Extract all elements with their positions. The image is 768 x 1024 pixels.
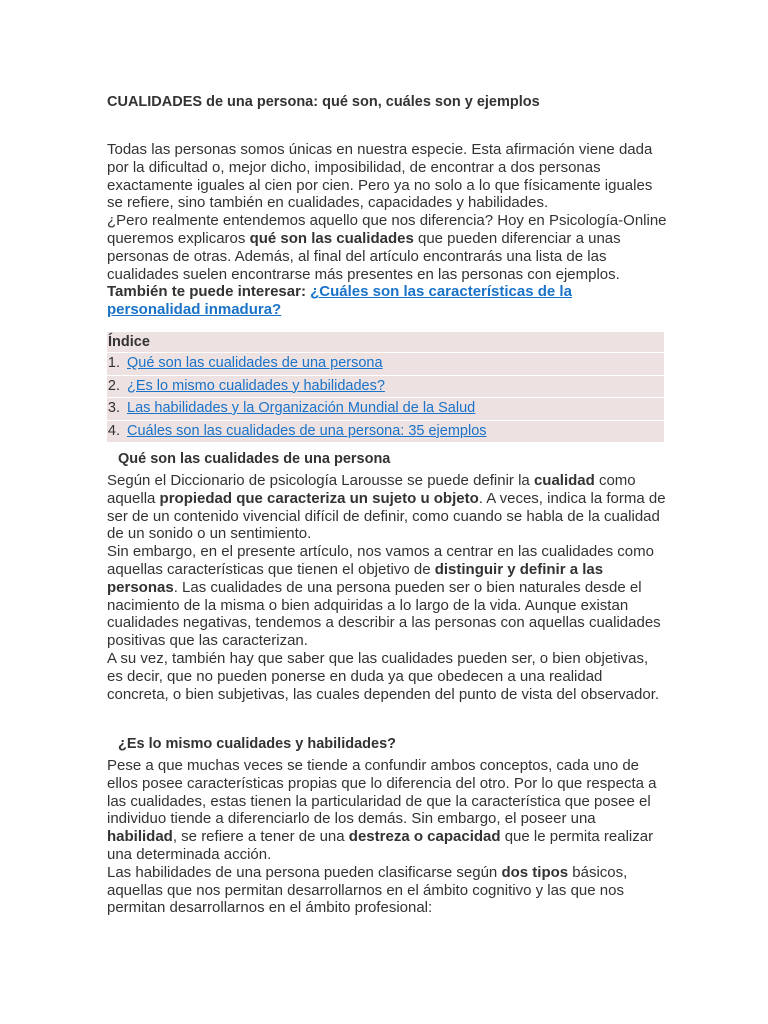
related-article: [107, 283, 667, 319]
page-title: CUALIDADES de una persona: qué son, cuáles son y ejemplos: [107, 94, 540, 110]
section-heading-habilidades: ¿Es lo mismo cualidades y habilidades?: [118, 736, 396, 752]
section-heading-cualidades: Qué son las cualidades de una persona: [118, 451, 391, 467]
related-label: También te puede interesar:: [107, 283, 306, 301]
toc-item-3: [107, 397, 664, 420]
intro-paragraph-2: ¿Pero realmente entendemos aquello que nos diferencia? Hoy en Psicología-Online queremos explicaros qué son las cualidades que pueden diferenciar a unas personas de otras. Además, al final del artículo encontrarás una lista de las cualidades suelen encontrarse más presentes en las personas con ejemplos.: [107, 212, 667, 283]
toc-item-1: [107, 352, 664, 375]
toc-list: [107, 352, 664, 442]
intro-paragraph-1: Todas las personas somos únicas en nuestra especie. Esta afirmación viene dada por la dificultad o, mejor dicho, imposibilidad, de encontrar a dos personas exactamente iguales al cien por cien. Pero ya no solo a lo que físicamente iguales se refiere, sino también en cualidades, capacidades y habilidades.: [107, 141, 653, 212]
paragraph: Pese a que muchas veces se tiende a confundir ambos conceptos, cada uno de ellos posee características propias que lo diferencia del otro. Por lo que respecta a las cualidades, estas tienen la particularidad de que la característica que posee el individuo tiende a diferenciarlo de los demás. Sin embargo, el poseer una habilidad, se refiere a tener de una destreza o capacidad que le permita realizar una determinada acción.: [107, 757, 657, 863]
table-of-contents: [107, 332, 664, 442]
toc-link-4[interactable]: Cuáles son las cualidades de una persona: 35 ejemplos: [127, 422, 487, 439]
section-body-cualidades: [107, 472, 667, 703]
related-article-link[interactable]: ¿Cuáles son las características de la personalidad inmadura?: [107, 283, 572, 319]
section-body-habilidades: [107, 757, 667, 917]
toc-number: 2.: [107, 377, 120, 394]
toc-link-1[interactable]: Qué son las cualidades de una persona: [127, 355, 383, 371]
toc-number: 4.: [107, 422, 120, 439]
intro-section: [107, 141, 667, 319]
toc-number: 3.: [107, 400, 120, 416]
bold-text: propiedad que caracteriza un sujeto u objeto: [159, 489, 479, 507]
toc-heading: Índice: [108, 334, 150, 350]
bold-text: dos tipos: [501, 863, 569, 881]
paragraph: Según el Diccionario de psicología Larousse se puede definir la cualidad como aquella propiedad que caracteriza un sujeto u objeto. A veces, indica la forma de ser de un contenido vivencial difícil de definir, como cuando se habla de la cualidad de un sonido o un sentimiento.: [107, 472, 666, 543]
toc-number: 1.: [107, 355, 120, 371]
paragraph: Sin embargo, en el presente artículo, nos vamos a centrar en las cualidades como aquellas características que tienen el objetivo de distinguir y definir a las personas. Las cualidades de una persona pueden ser o bien naturales desde el nacimiento de la misma o bien adquiridas a lo largo de la vida. Aunque existan cualidades negativas, tendemos a describir a las personas con aquellas cualidades positivas que las caracterizan.: [107, 543, 661, 650]
bold-text: distinguir y definir a las personas: [107, 560, 604, 596]
paragraph: A su vez, también hay que saber que las cualidades pueden ser, o bien objetivas, es decir, que no pueden ponerse en duda ya que obedecen a una realidad concreta, o bien subjetivas, las cuales dependen del punto de vista del observador.: [107, 649, 660, 703]
bold-text: cualidad: [533, 472, 595, 489]
bold-text: qué son las cualidades: [249, 229, 414, 247]
toc-link-3[interactable]: Las habilidades y la Organización Mundial de la Salud: [127, 400, 476, 416]
toc-item-2: [107, 375, 664, 398]
toc-link-2[interactable]: ¿Es lo mismo cualidades y habilidades?: [127, 377, 385, 394]
toc-item-4: [107, 420, 664, 443]
paragraph: Las habilidades de una persona pueden clasificarse según dos tipos básicos, aquellas que nos permitan desarrollarnos en el ámbito cognitivo y las que nos permitan desarrollarnos en el ámbito profesional:: [107, 863, 628, 917]
bold-text: destreza o capacidad: [348, 828, 501, 846]
bold-text: habilidad: [107, 828, 173, 846]
